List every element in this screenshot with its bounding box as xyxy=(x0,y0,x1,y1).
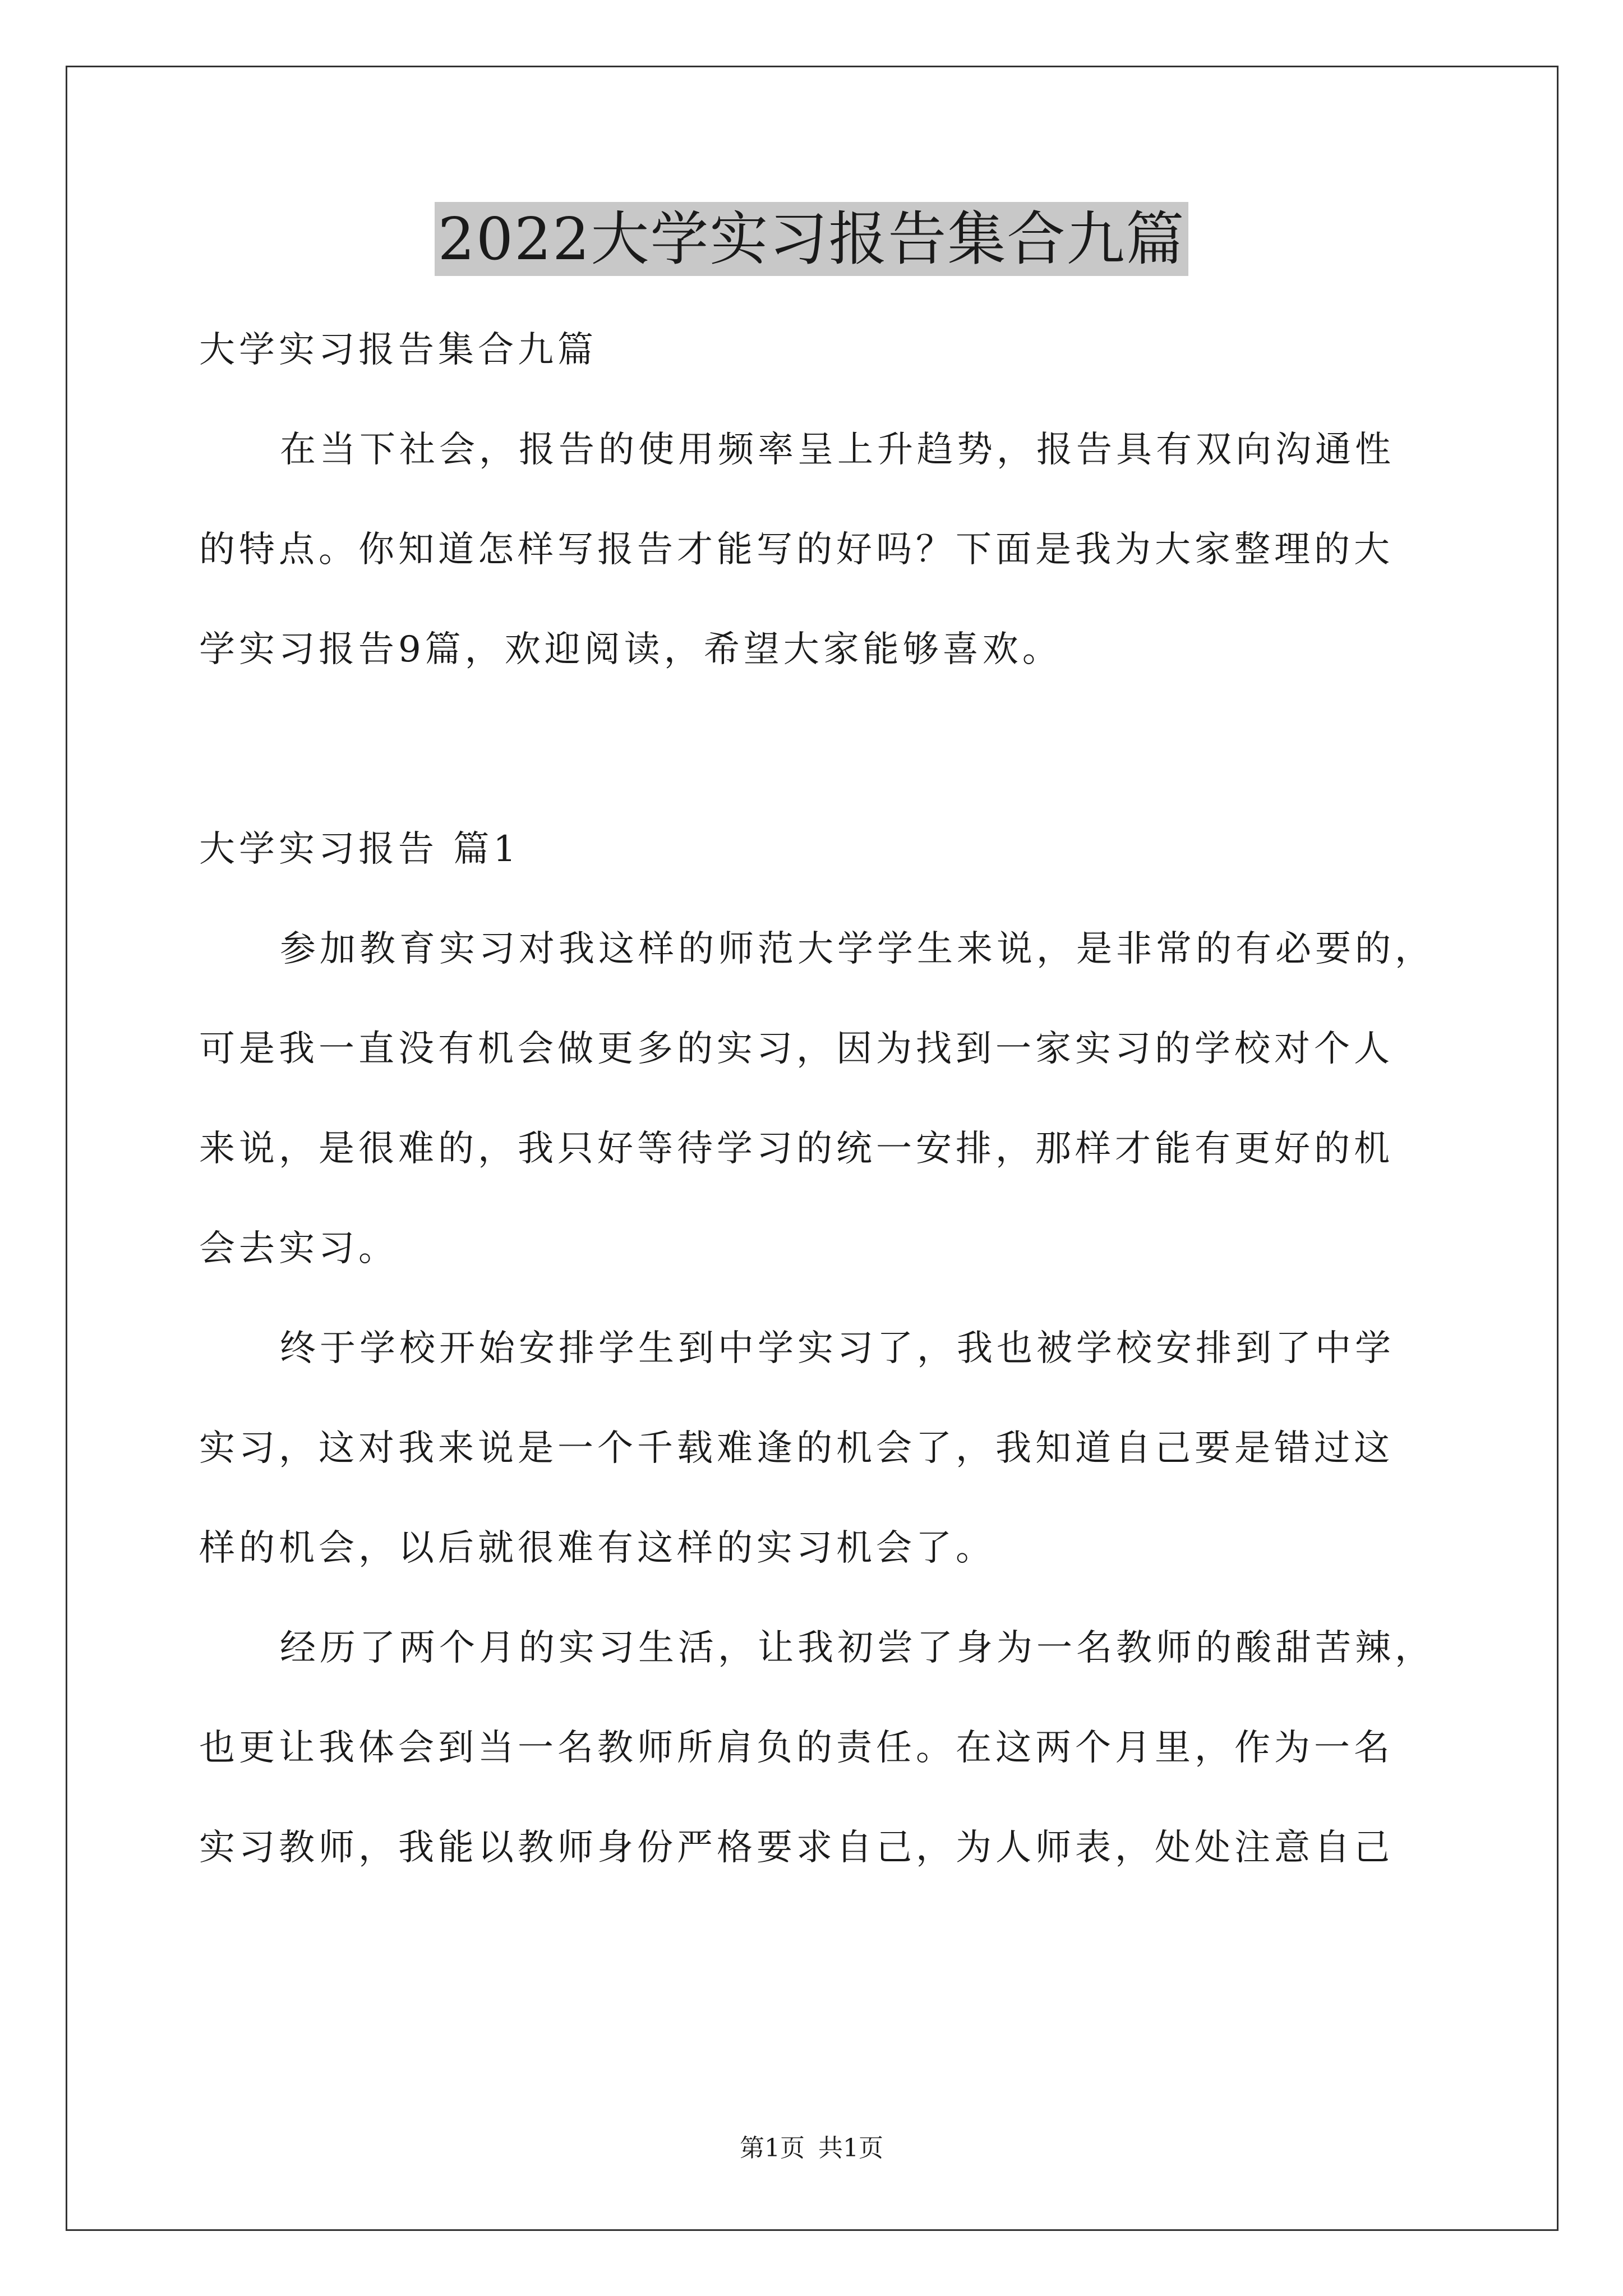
paragraph-line: 终于学校开始安排学生到中学实习了，我也被学校安排到了中学 xyxy=(280,1328,1395,1369)
blank-line xyxy=(199,700,1433,799)
document-title: 2022大学实习报告集合九篇 xyxy=(435,202,1189,276)
paragraph-line: 也更让我体会到当一名教师所肩负的责任。在这两个月里，作为一名 xyxy=(199,1727,1394,1769)
paragraph-line: 经历了两个月的实习生活，让我初尝了身为一名教师的酸甜苦辣， xyxy=(280,1627,1435,1669)
paragraph-line: 实习，这对我来说是一个千载难逢的机会了，我知道自己要是错过这 xyxy=(199,1428,1394,1469)
intro-line: 在当下社会，报告的使用频率呈上升趋势，报告具有双向沟通性 xyxy=(280,429,1395,471)
title-container xyxy=(0,202,1623,276)
section-heading: 大学实习报告 篇1 xyxy=(199,829,520,870)
document-subtitle: 大学实习报告集合九篇 xyxy=(199,329,597,371)
paragraph-line: 参加教育实习对我这样的师范大学学生来说，是非常的有必要的， xyxy=(280,928,1435,970)
paragraph-line: 会去实习。 xyxy=(199,1228,398,1269)
paragraph-line: 实习教师，我能以教师身份严格要求自己，为人师表，处处注意自己 xyxy=(199,1827,1394,1869)
intro-line: 学实习报告9篇，欢迎阅读，希望大家能够喜欢。 xyxy=(199,629,1062,670)
paragraph-line: 可是我一直没有机会做更多的实习，因为找到一家实习的学校对个人 xyxy=(199,1028,1394,1070)
page-footer: 第1页 共1页 xyxy=(740,2134,883,2162)
intro-line: 的特点。你知道怎样写报告才能写的好吗？下面是我为大家整理的大 xyxy=(199,529,1394,570)
paragraph-line: 样的机会，以后就很难有这样的实习机会了。 xyxy=(199,1527,995,1569)
paragraph-line: 来说，是很难的，我只好等待学习的统一安排，那样才能有更好的机 xyxy=(199,1128,1394,1170)
document-body xyxy=(199,300,1433,1898)
